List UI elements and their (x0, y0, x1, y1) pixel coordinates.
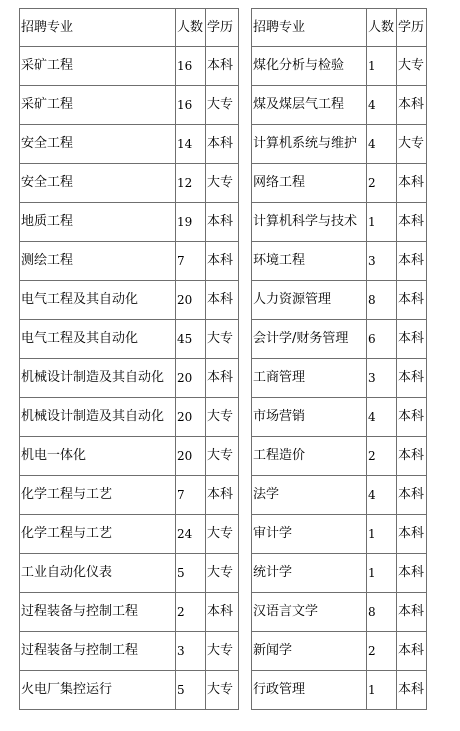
left-count-cell: 20 (176, 398, 206, 437)
right-education-cell: 本科 (397, 203, 427, 242)
column-gap (239, 359, 252, 398)
right-education-cell: 大专 (397, 47, 427, 86)
left-count-cell: 19 (176, 203, 206, 242)
column-gap (239, 125, 252, 164)
left-education-cell: 本科 (206, 593, 239, 632)
left-count-cell: 20 (176, 359, 206, 398)
right-education-cell: 本科 (397, 242, 427, 281)
left-count-cell: 20 (176, 281, 206, 320)
left-major-cell: 工业自动化仪表 (20, 554, 176, 593)
right-major-cell: 工程造价 (252, 437, 367, 476)
table-row (20, 125, 427, 164)
right-education-cell: 本科 (397, 320, 427, 359)
left-education-cell: 大专 (206, 515, 239, 554)
right-education-cell: 本科 (397, 437, 427, 476)
left-count-cell: 16 (176, 86, 206, 125)
left-education-cell: 大专 (206, 320, 239, 359)
column-gap (239, 632, 252, 671)
column-gap (239, 398, 252, 437)
right-count-cell: 4 (367, 125, 397, 164)
right-count-cell: 1 (367, 47, 397, 86)
right-education-cell: 本科 (397, 86, 427, 125)
left-education-cell: 大专 (206, 632, 239, 671)
right-count-cell: 3 (367, 242, 397, 281)
left-education-cell: 本科 (206, 281, 239, 320)
right-major-cell: 市场营销 (252, 398, 367, 437)
header-education-right: 学历 (397, 9, 427, 47)
left-count-cell: 24 (176, 515, 206, 554)
left-major-cell: 测绘工程 (20, 242, 176, 281)
left-education-cell: 本科 (206, 203, 239, 242)
left-major-cell: 电气工程及其自动化 (20, 281, 176, 320)
column-gap (239, 203, 252, 242)
right-major-cell: 审计学 (252, 515, 367, 554)
column-gap (239, 47, 252, 86)
left-education-cell: 本科 (206, 242, 239, 281)
right-major-cell: 统计学 (252, 554, 367, 593)
right-count-cell: 2 (367, 164, 397, 203)
right-major-cell: 会计学/财务管理 (252, 320, 367, 359)
right-count-cell: 2 (367, 437, 397, 476)
right-count-cell: 3 (367, 359, 397, 398)
left-education-cell: 大专 (206, 398, 239, 437)
left-count-cell: 14 (176, 125, 206, 164)
left-major-cell: 安全工程 (20, 164, 176, 203)
table-row (20, 359, 427, 398)
table-row (20, 593, 427, 632)
right-major-cell: 汉语言文学 (252, 593, 367, 632)
column-gap (239, 86, 252, 125)
left-count-cell: 7 (176, 242, 206, 281)
left-count-cell: 12 (176, 164, 206, 203)
right-count-cell: 4 (367, 398, 397, 437)
right-education-cell: 本科 (397, 398, 427, 437)
column-gap (239, 164, 252, 203)
left-count-cell: 3 (176, 632, 206, 671)
header-count-left: 人数 (176, 9, 206, 47)
left-major-cell: 安全工程 (20, 125, 176, 164)
right-major-cell: 工商管理 (252, 359, 367, 398)
left-major-cell: 化学工程与工艺 (20, 476, 176, 515)
header-education-left: 学历 (206, 9, 239, 47)
table-row (20, 86, 427, 125)
column-gap (239, 554, 252, 593)
left-education-cell: 本科 (206, 125, 239, 164)
right-education-cell: 本科 (397, 164, 427, 203)
header-major-left: 招聘专业 (20, 9, 176, 47)
left-count-cell: 5 (176, 554, 206, 593)
right-education-cell: 本科 (397, 515, 427, 554)
right-major-cell: 环境工程 (252, 242, 367, 281)
left-education-cell: 大专 (206, 437, 239, 476)
right-count-cell: 6 (367, 320, 397, 359)
right-count-cell: 8 (367, 593, 397, 632)
right-education-cell: 本科 (397, 671, 427, 710)
right-count-cell: 2 (367, 632, 397, 671)
right-education-cell: 大专 (397, 125, 427, 164)
left-education-cell: 大专 (206, 554, 239, 593)
right-major-cell: 煤化分析与检验 (252, 47, 367, 86)
right-major-cell: 法学 (252, 476, 367, 515)
left-count-cell: 20 (176, 437, 206, 476)
left-major-cell: 火电厂集控运行 (20, 671, 176, 710)
column-gap (239, 476, 252, 515)
table-row (20, 515, 427, 554)
right-education-cell: 本科 (397, 632, 427, 671)
left-count-cell: 45 (176, 320, 206, 359)
left-major-cell: 过程装备与控制工程 (20, 593, 176, 632)
right-count-cell: 1 (367, 554, 397, 593)
column-gap (239, 320, 252, 359)
table-row (20, 554, 427, 593)
right-count-cell: 4 (367, 476, 397, 515)
column-gap (239, 515, 252, 554)
table-row (20, 281, 427, 320)
left-major-cell: 电气工程及其自动化 (20, 320, 176, 359)
left-major-cell: 机械设计制造及其自动化 (20, 398, 176, 437)
left-education-cell: 大专 (206, 86, 239, 125)
right-education-cell: 本科 (397, 281, 427, 320)
table-row (20, 437, 427, 476)
left-major-cell: 机械设计制造及其自动化 (20, 359, 176, 398)
column-gap (239, 671, 252, 710)
left-education-cell: 本科 (206, 476, 239, 515)
right-major-cell: 人力资源管理 (252, 281, 367, 320)
table-row (20, 671, 427, 710)
header-count-right: 人数 (367, 9, 397, 47)
right-major-cell: 煤及煤层气工程 (252, 86, 367, 125)
table-row (20, 242, 427, 281)
table-row (20, 398, 427, 437)
table-row (20, 320, 427, 359)
right-count-cell: 4 (367, 86, 397, 125)
left-major-cell: 地质工程 (20, 203, 176, 242)
table-row (20, 476, 427, 515)
right-count-cell: 1 (367, 203, 397, 242)
left-count-cell: 5 (176, 671, 206, 710)
right-count-cell: 1 (367, 671, 397, 710)
table-row (20, 47, 427, 86)
left-education-cell: 大专 (206, 671, 239, 710)
table-row (20, 164, 427, 203)
left-count-cell: 2 (176, 593, 206, 632)
left-major-cell: 机电一体化 (20, 437, 176, 476)
left-count-cell: 16 (176, 47, 206, 86)
column-gap (239, 9, 252, 47)
left-count-cell: 7 (176, 476, 206, 515)
recruitment-table (19, 8, 427, 710)
right-education-cell: 本科 (397, 554, 427, 593)
column-gap (239, 437, 252, 476)
left-major-cell: 采矿工程 (20, 47, 176, 86)
header-row (20, 9, 427, 47)
right-major-cell: 行政管理 (252, 671, 367, 710)
column-gap (239, 281, 252, 320)
table-row (20, 203, 427, 242)
left-major-cell: 化学工程与工艺 (20, 515, 176, 554)
table-row (20, 632, 427, 671)
right-major-cell: 计算机系统与维护 (252, 125, 367, 164)
right-count-cell: 1 (367, 515, 397, 554)
right-count-cell: 8 (367, 281, 397, 320)
right-major-cell: 网络工程 (252, 164, 367, 203)
left-education-cell: 本科 (206, 359, 239, 398)
recruitment-table-container (19, 8, 427, 710)
left-education-cell: 大专 (206, 164, 239, 203)
left-major-cell: 过程装备与控制工程 (20, 632, 176, 671)
right-education-cell: 本科 (397, 359, 427, 398)
left-major-cell: 采矿工程 (20, 86, 176, 125)
header-major-right: 招聘专业 (252, 9, 367, 47)
column-gap (239, 242, 252, 281)
column-gap (239, 593, 252, 632)
right-major-cell: 计算机科学与技术 (252, 203, 367, 242)
left-education-cell: 本科 (206, 47, 239, 86)
right-education-cell: 本科 (397, 476, 427, 515)
right-major-cell: 新闻学 (252, 632, 367, 671)
right-education-cell: 本科 (397, 593, 427, 632)
